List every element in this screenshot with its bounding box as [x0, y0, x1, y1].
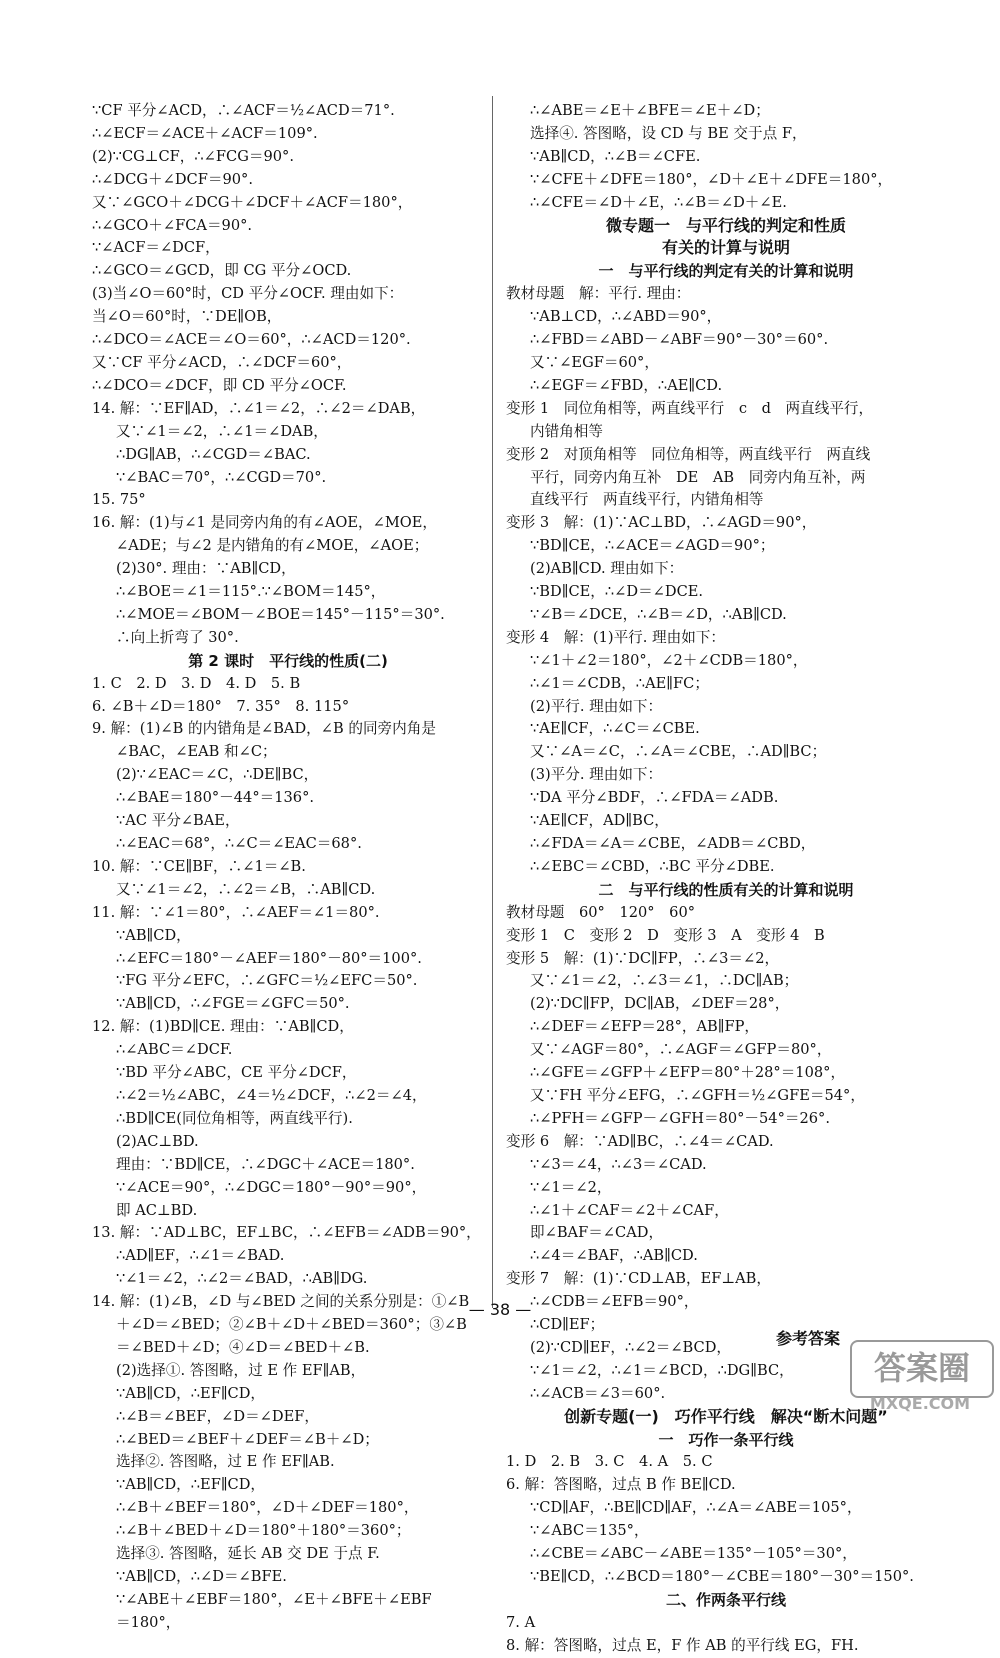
- left-line: (2)AC⊥BD.: [116, 1132, 199, 1150]
- right-line: ∴∠ABE＝∠E＋∠BFE＝∠E＋∠D；: [530, 102, 770, 119]
- left-line: ∵AB∥CD，∴EF∥CD，: [116, 1476, 266, 1494]
- right-line: (2)∵CD∥EF，∴∠2＝∠BCD，: [530, 1338, 732, 1356]
- right-line: 教材母题 60° 120° 60°: [506, 903, 696, 921]
- left-line: 14. 解：∵EF∥AD，∴∠1＝∠2，∴∠2＝∠DAB，: [92, 399, 426, 417]
- right-column: [506, 100, 946, 1658]
- right-line: 7. A: [506, 1613, 536, 1631]
- right-line: 内错角相等: [530, 422, 603, 440]
- right-line: 又∵∠EGF＝60°，: [530, 353, 659, 371]
- right-line: ∴∠CFE＝∠D＋∠E，∴∠B＝∠D＋∠E.: [530, 193, 787, 211]
- right-line: (2)∵DC∥FP，DC∥AB，∠DEF＝28°，: [530, 995, 790, 1013]
- left-line: 14. 解：(1)∠B，∠D 与∠BED 之间的关系分别是：①∠B: [92, 1293, 470, 1311]
- right-line: ∵AB⊥CD，∴∠ABD＝90°，: [530, 308, 722, 326]
- right-line: 变形 1 C 变形 2 D 变形 3 A 变形 4 B: [506, 926, 825, 944]
- left-line: ∴BD∥CE(同位角相等，两直线平行).: [116, 1109, 353, 1127]
- left-line: 第 2 课时 平行线的性质(二): [188, 651, 388, 670]
- footer-label: 参考答案: [776, 1329, 841, 1348]
- left-line: ＝180°，: [116, 1613, 181, 1631]
- right-line: (3)平分. 理由如下：: [530, 766, 663, 784]
- right-line: 变形 3 解：(1)∵AC⊥BD，∴∠AGD＝90°，: [506, 514, 817, 532]
- left-column: [92, 100, 484, 1635]
- right-line: 6. 解：答图略，过点 B 作 BE∥CD.: [506, 1476, 736, 1494]
- left-line: ∠ADE；与∠2 是内错角的有∠MOE，∠AOE；: [116, 537, 429, 555]
- right-line: (2)AB∥CD. 理由如下：: [530, 560, 684, 578]
- right-line: 微专题一 与平行线的判定和性质: [605, 215, 846, 235]
- right-line: 有关的计算与说明: [661, 238, 790, 258]
- left-line: 又∵∠1＝∠2，∴∠1＝∠DAB，: [116, 422, 328, 440]
- left-line: 15. 75°: [92, 491, 146, 509]
- right-line: ∵CD∥AF，∴BE∥CD∥AF，∴∠A＝∠ABE＝105°，: [530, 1499, 862, 1517]
- left-line: (2)选择①. 答图略，过 E 作 EF∥AB，: [116, 1361, 366, 1379]
- left-line: ∵∠ABE＋∠EBF＝180°，∠E＋∠BFE＋∠EBF: [116, 1590, 432, 1608]
- right-line: ∵AE∥CF，AD∥BC，: [530, 812, 669, 830]
- right-line: ∴∠FDA＝∠A＝∠CBE，∠ADB＝∠CBD，: [530, 835, 816, 852]
- left-line: ∵CF 平分∠ACD，∴∠ACF＝½∠ACD＝71°.: [92, 102, 395, 119]
- left-line: 当∠O＝60°时，∵DE∥OB，: [92, 308, 282, 326]
- right-line: ∵∠1＝∠2，: [530, 1178, 612, 1196]
- right-line: ∵BD∥CE，∴∠ACE＝∠AGD＝90°；: [530, 537, 775, 555]
- left-line: ∠BAC，∠EAB 和∠C；: [116, 743, 277, 761]
- left-line: (3)当∠O＝60°时，CD 平分∠OCF. 理由如下：: [92, 285, 404, 303]
- right-line: ∴∠4＝∠BAF，∴AB∥CD.: [530, 1247, 698, 1265]
- right-line: ∴∠1＋∠CAF＝∠2＋∠CAF，: [530, 1201, 729, 1219]
- right-line: 即∠BAF＝∠CAD，: [530, 1224, 664, 1242]
- left-line: ∵AB∥CD，∴∠FGE＝∠GFC＝50°.: [116, 995, 350, 1013]
- right-line: ∴∠CDB＝∠EFB＝90°，: [530, 1293, 699, 1311]
- left-line: ∴∠MOE＝∠BOM－∠BOE＝145°－115°＝30°.: [116, 605, 445, 623]
- left-line: ∴∠EFC＝180°－∠AEF＝180°－80°＝100°.: [116, 949, 422, 967]
- left-line: 11. 解：∵∠1＝80°，∴∠AEF＝∠1＝80°.: [92, 903, 380, 921]
- left-line: 选择②. 答图略，过 E 作 EF∥AB.: [116, 1453, 335, 1471]
- left-line: ∵BD 平分∠ABC，CE 平分∠DCF，: [116, 1064, 357, 1082]
- right-line: 二 与平行线的性质有关的计算和说明: [598, 880, 854, 899]
- right-line: ∴∠EGF＝∠FBD，∴AE∥CD.: [530, 376, 723, 394]
- left-line: ∴DG∥AB，∴∠CGD＝∠BAC.: [116, 445, 311, 463]
- right-line: 选择④. 答图略，设 CD 与 BE 交于点 F，: [530, 124, 807, 142]
- right-line: 直线平行 两直线平行，内错角相等: [530, 491, 764, 509]
- left-line: ∴向上折弯了 30°.: [116, 628, 239, 646]
- left-line: ∵AB∥CD，: [116, 926, 191, 944]
- right-line: ∴∠ACB＝∠3＝60°.: [530, 1384, 666, 1402]
- right-line: 变形 6 解：∵AD∥BC，∴∠4＝∠CAD.: [506, 1132, 774, 1150]
- page-number: — 38 —: [468, 1300, 532, 1319]
- right-line: 变形 1 同位角相等，两直线平行 c d 两直线平行，: [506, 399, 874, 417]
- right-line: ∵∠CFE＋∠DFE＝180°，∠D＋∠E＋∠DFE＝180°，: [530, 170, 893, 188]
- left-line: ∵FG 平分∠EFC，∴∠GFC＝½∠EFC＝50°.: [116, 972, 418, 990]
- right-line: ∵BD∥CE，∴∠D＝∠DCE.: [530, 583, 704, 601]
- right-line: 又∵∠A＝∠C，∴∠A＝∠CBE，∴AD∥BC；: [530, 743, 827, 761]
- right-line: 平行，同旁内角互补 DE AB 同旁内角互补，两: [530, 468, 866, 486]
- left-line: ∴∠BED＝∠BEF＋∠DEF＝∠B＋∠D；: [116, 1430, 379, 1448]
- right-line: 又∵FH 平分∠EFG，∴∠GFH＝½∠GFE＝54°，: [530, 1086, 865, 1104]
- left-line: 又∵∠1＝∠2，∴∠2＝∠B，∴AB∥CD.: [116, 880, 376, 898]
- right-line: ∴∠CBE＝∠ABC－∠ABE＝135°－105°＝30°，: [530, 1545, 857, 1563]
- left-line: ∴∠DCG＋∠DCF＝90°.: [92, 170, 253, 188]
- right-line: 变形 4 解：(1)平行. 理由如下：: [506, 628, 725, 646]
- left-line: (2)30°. 理由：∵AB∥CD，: [116, 560, 296, 578]
- watermark-logo: 答案圈: [850, 1340, 994, 1398]
- left-line: ∵AB∥CD，∴EF∥CD，: [116, 1384, 266, 1402]
- left-line: ∴∠2＝½∠ABC，∠4＝½∠DCF，∴∠2＝∠4，: [116, 1086, 427, 1104]
- column-divider: [492, 96, 493, 1308]
- right-line: ∵AB∥CD，∴∠B＝∠CFE.: [530, 147, 701, 165]
- left-line: 6. ∠B＋∠D＝180° 7. 35° 8. 115°: [92, 697, 350, 715]
- left-line: ∵∠ACE＝90°，∴∠DGC＝180°－90°＝90°，: [116, 1178, 427, 1196]
- left-line: 12. 解：(1)BD∥CE. 理由：∵AB∥CD，: [92, 1018, 354, 1036]
- left-line: ∴∠BOE＝∠1＝115°.∵∠BOM＝145°，: [116, 583, 386, 601]
- left-line: ∴∠ECF＝∠ACE＋∠ACF＝109°.: [92, 124, 318, 142]
- left-line: 1. C 2. D 3. D 4. D 5. B: [92, 674, 301, 692]
- left-line: ∵∠BAC＝70°，∴∠CGD＝70°.: [116, 468, 327, 486]
- right-line: ∴∠GFE＝∠GFP＋∠EFP＝80°＋28°＝108°，: [530, 1064, 846, 1082]
- left-line: 10. 解：∵CE∥BF，∴∠1＝∠B.: [92, 857, 306, 875]
- right-line: ∵AE∥CF，∴∠C＝∠CBE.: [530, 720, 700, 738]
- right-line: 变形 7 解：(1)∵CD⊥AB，EF⊥AB，: [506, 1270, 771, 1288]
- right-line: ∵DA 平分∠BDF，∴∠FDA＝∠ADB.: [530, 789, 779, 807]
- right-line: 教材母题 解：平行. 理由：: [506, 285, 691, 303]
- left-line: 9. 解：(1)∠B 的内错角是∠BAD，∠B 的同旁内角是: [92, 720, 436, 738]
- right-line: ∵∠3＝∠4，∴∠3＝∠CAD.: [530, 1155, 707, 1173]
- right-line: 又∵∠AGF＝80°，∴∠AGF＝∠GFP＝80°，: [530, 1041, 832, 1059]
- left-line: ∴∠B＋∠BED＋∠D＝180°＋180°＝360°；: [116, 1522, 411, 1540]
- left-line: ＝∠BED＋∠D；④∠D＝∠BED＋∠B.: [116, 1338, 370, 1356]
- left-line: ∵∠ACF＝∠DCF，: [92, 239, 220, 257]
- left-line: (2)∵CG⊥CF，∴∠FCG＝90°.: [92, 147, 294, 165]
- right-line: ∴∠PFH＝∠GFP－∠GFH＝80°－54°＝26°.: [530, 1109, 830, 1127]
- right-line: 变形 2 对顶角相等 同位角相等，两直线平行 两直线: [506, 445, 871, 463]
- right-line: ∵∠1＋∠2＝180°，∠2＋∠CDB＝180°，: [530, 651, 808, 669]
- right-line: ∵∠ABC＝135°，: [530, 1522, 649, 1540]
- right-line: (2)平行. 理由如下：: [530, 697, 663, 715]
- left-line: ∵AC 平分∠BAE，: [116, 812, 240, 830]
- left-line: (2)∵∠EAC＝∠C，∴DE∥BC，: [116, 766, 319, 784]
- right-line: 1. D 2. B 3. C 4. A 5. C: [506, 1453, 713, 1471]
- right-line: 一 与平行线的判定有关的计算和说明: [598, 262, 854, 281]
- right-line: ∴∠DEF＝∠EFP＝28°，AB∥FP，: [530, 1018, 760, 1036]
- right-line: ∵∠1＝∠2，∴∠1＝∠BCD，∴DG∥BC，: [530, 1361, 794, 1379]
- left-line: 16. 解：(1)与∠1 是同旁内角的有∠AOE，∠MOE，: [92, 514, 437, 532]
- right-line: ∴∠FBD＝∠ABD－∠ABF＝90°－30°＝60°.: [530, 331, 829, 349]
- right-line: 创新专题(一) 巧作平行线 解决“断木问题”: [564, 1406, 888, 1426]
- left-line: ∴∠B＝∠BEF，∠D＝∠DEF，: [116, 1407, 319, 1425]
- left-line: 选择③. 答图略，延长 AB 交 DE 于点 F.: [116, 1545, 380, 1563]
- left-line: 13. 解：∵AD⊥BC，EF⊥BC，∴∠EFB＝∠ADB＝90°，: [92, 1224, 481, 1242]
- left-line: ∴∠EAC＝68°，∴∠C＝∠EAC＝68°.: [116, 835, 362, 852]
- left-line: ∵∠1＝∠2，∴∠2＝∠BAD，∴AB∥DG.: [116, 1270, 368, 1288]
- right-line: ∵∠B＝∠DCE，∴∠B＝∠D，∴AB∥CD.: [530, 605, 787, 623]
- left-line: ∴∠ABC＝∠DCF.: [116, 1041, 233, 1059]
- left-line: 理由：∵BD∥CE，∴∠DGC＋∠ACE＝180°.: [116, 1155, 415, 1173]
- right-line: 又∵∠1＝∠2，∴∠3＝∠1，∴DC∥AB；: [530, 972, 799, 990]
- left-line: 又∵CF 平分∠ACD，∴∠DCF＝60°，: [92, 353, 352, 371]
- watermark-url: MXQE.COM: [869, 1394, 971, 1413]
- right-line: ∴∠1＝∠CDB，∴AE∥FC；: [530, 674, 709, 692]
- right-line: 一 巧作一条平行线: [658, 1430, 794, 1449]
- right-line: ∴CD∥EF；: [530, 1316, 605, 1334]
- watermark: [850, 1340, 990, 1414]
- left-line: ∵AB∥CD，∴∠D＝∠BFE.: [116, 1568, 287, 1585]
- right-line: ∵BE∥CD，∴∠BCD＝180°－∠CBE＝180°－30°＝150°.: [530, 1568, 914, 1585]
- left-line: ∴∠DCO＝∠DCF，即 CD 平分∠OCF.: [92, 376, 347, 394]
- left-line: 即 AC⊥BD.: [116, 1201, 198, 1219]
- left-line: ∴∠DCO＝∠ACE＝∠O＝60°，∴∠ACD＝120°.: [92, 331, 411, 349]
- right-line: 变形 5 解：(1)∵DC∥FP，∴∠3＝∠2，: [506, 949, 780, 967]
- right-line: ∴∠EBC＝∠CBD，∴BC 平分∠DBE.: [530, 857, 775, 875]
- left-line: ∴∠BAE＝180°－44°＝136°.: [116, 789, 315, 807]
- left-line: ∴∠GCO＝∠GCD，即 CG 平分∠OCD.: [92, 262, 352, 280]
- left-line: 又∵∠GCO＋∠DCG＋∠DCF＋∠ACF＝180°，: [92, 193, 413, 211]
- left-line: ∴∠GCO＋∠FCA＝90°.: [92, 216, 253, 234]
- left-line: ∴∠B＋∠BEF＝180°，∠D＋∠DEF＝180°，: [116, 1499, 419, 1517]
- right-line: 8. 解：答图略，过点 E，F 作 AB 的平行线 EG，FH.: [506, 1636, 859, 1654]
- left-line: ＋∠D＝∠BED；②∠B＋∠D＋∠BED＝360°；③∠B: [116, 1316, 467, 1334]
- right-line: 二、作两条平行线: [665, 1590, 786, 1609]
- left-line: ∴AD∥EF，∴∠1＝∠BAD.: [116, 1247, 285, 1265]
